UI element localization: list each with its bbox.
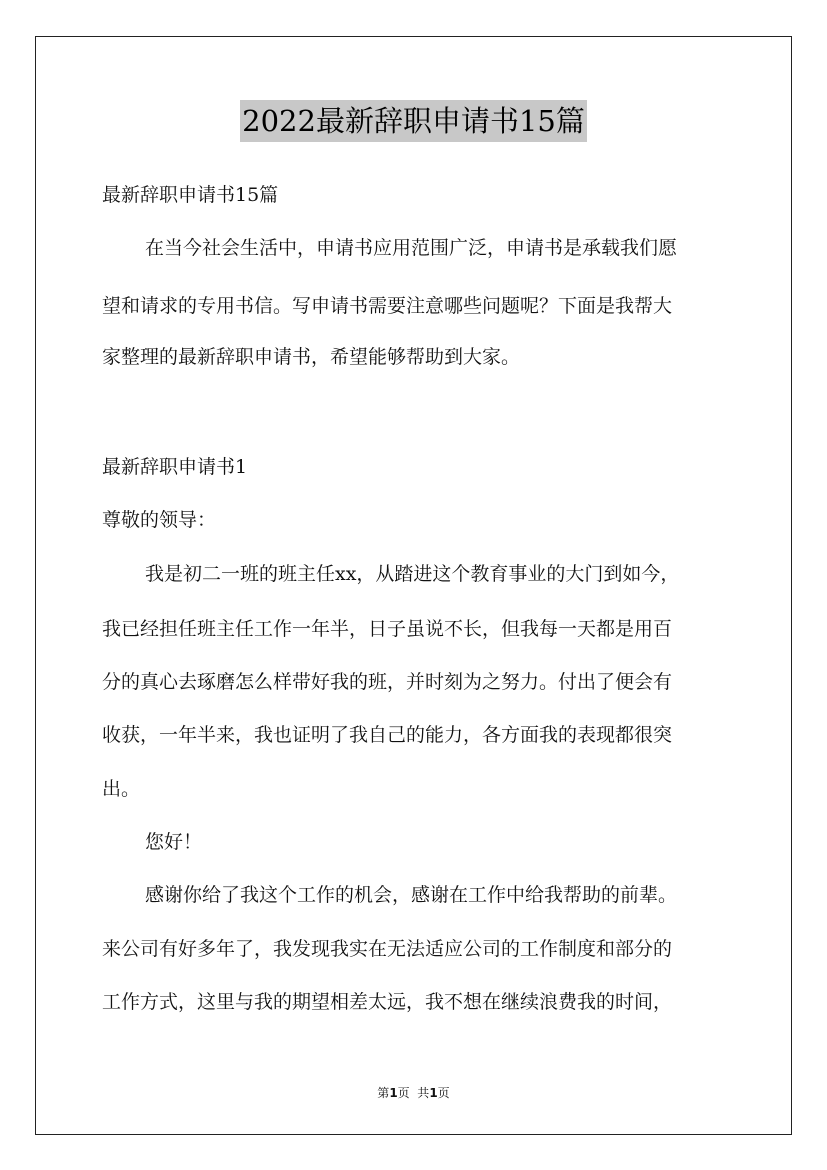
page-footer: [0, 1085, 827, 1101]
paragraph-line: 收获，一年半来，我也证明了我自己的能力，各方面我的表现都很突: [102, 724, 673, 746]
paragraph-line: 我已经担任班主任工作一年半，日子虽说不长，但我每一天都是用百: [102, 618, 673, 640]
footer-prefix: 第: [377, 1086, 390, 1100]
footer-suffix: 页: [437, 1086, 450, 1100]
document-title: 2022最新辞职申请书15篇: [240, 100, 587, 142]
footer-page-number: 1: [389, 1086, 398, 1100]
section-heading: 最新辞职申请书1: [102, 456, 248, 478]
paragraph-line: 工作方式，这里与我的期望相差太远，我不想在继续浪费我的时间，: [102, 991, 673, 1013]
paragraph-line: 出。: [102, 778, 141, 800]
paragraph-line: 来公司有好多年了，我发现我实在无法适应公司的工作制度和部分的: [102, 938, 673, 960]
paragraph-line: 分的真心去琢磨怎么样带好我的班，并时刻为之努力。付出了便会有: [102, 671, 673, 693]
title-container: [0, 100, 827, 142]
subtitle: 最新辞职申请书15篇: [102, 184, 279, 206]
greeting: 您好！: [145, 831, 203, 853]
paragraph-line: 在当今社会生活中，申请书应用范围广泛，申请书是承载我们愿: [145, 237, 678, 259]
paragraph-line: 家整理的最新辞职申请书，希望能够帮助到大家。: [102, 346, 521, 368]
salutation: 尊敬的领导：: [102, 509, 217, 531]
footer-mid: 页 共: [397, 1086, 430, 1100]
footer-total-pages: 1: [429, 1086, 438, 1100]
paragraph-line: 望和请求的专用书信。写申请书需要注意哪些问题呢？下面是我帮大: [102, 295, 673, 317]
paragraph-line: 感谢你给了我这个工作的机会，感谢在工作中给我帮助的前辈。: [145, 884, 678, 906]
paragraph-line: 我是初二一班的班主任xx，从踏进这个教育事业的大门到如今，: [145, 563, 680, 585]
